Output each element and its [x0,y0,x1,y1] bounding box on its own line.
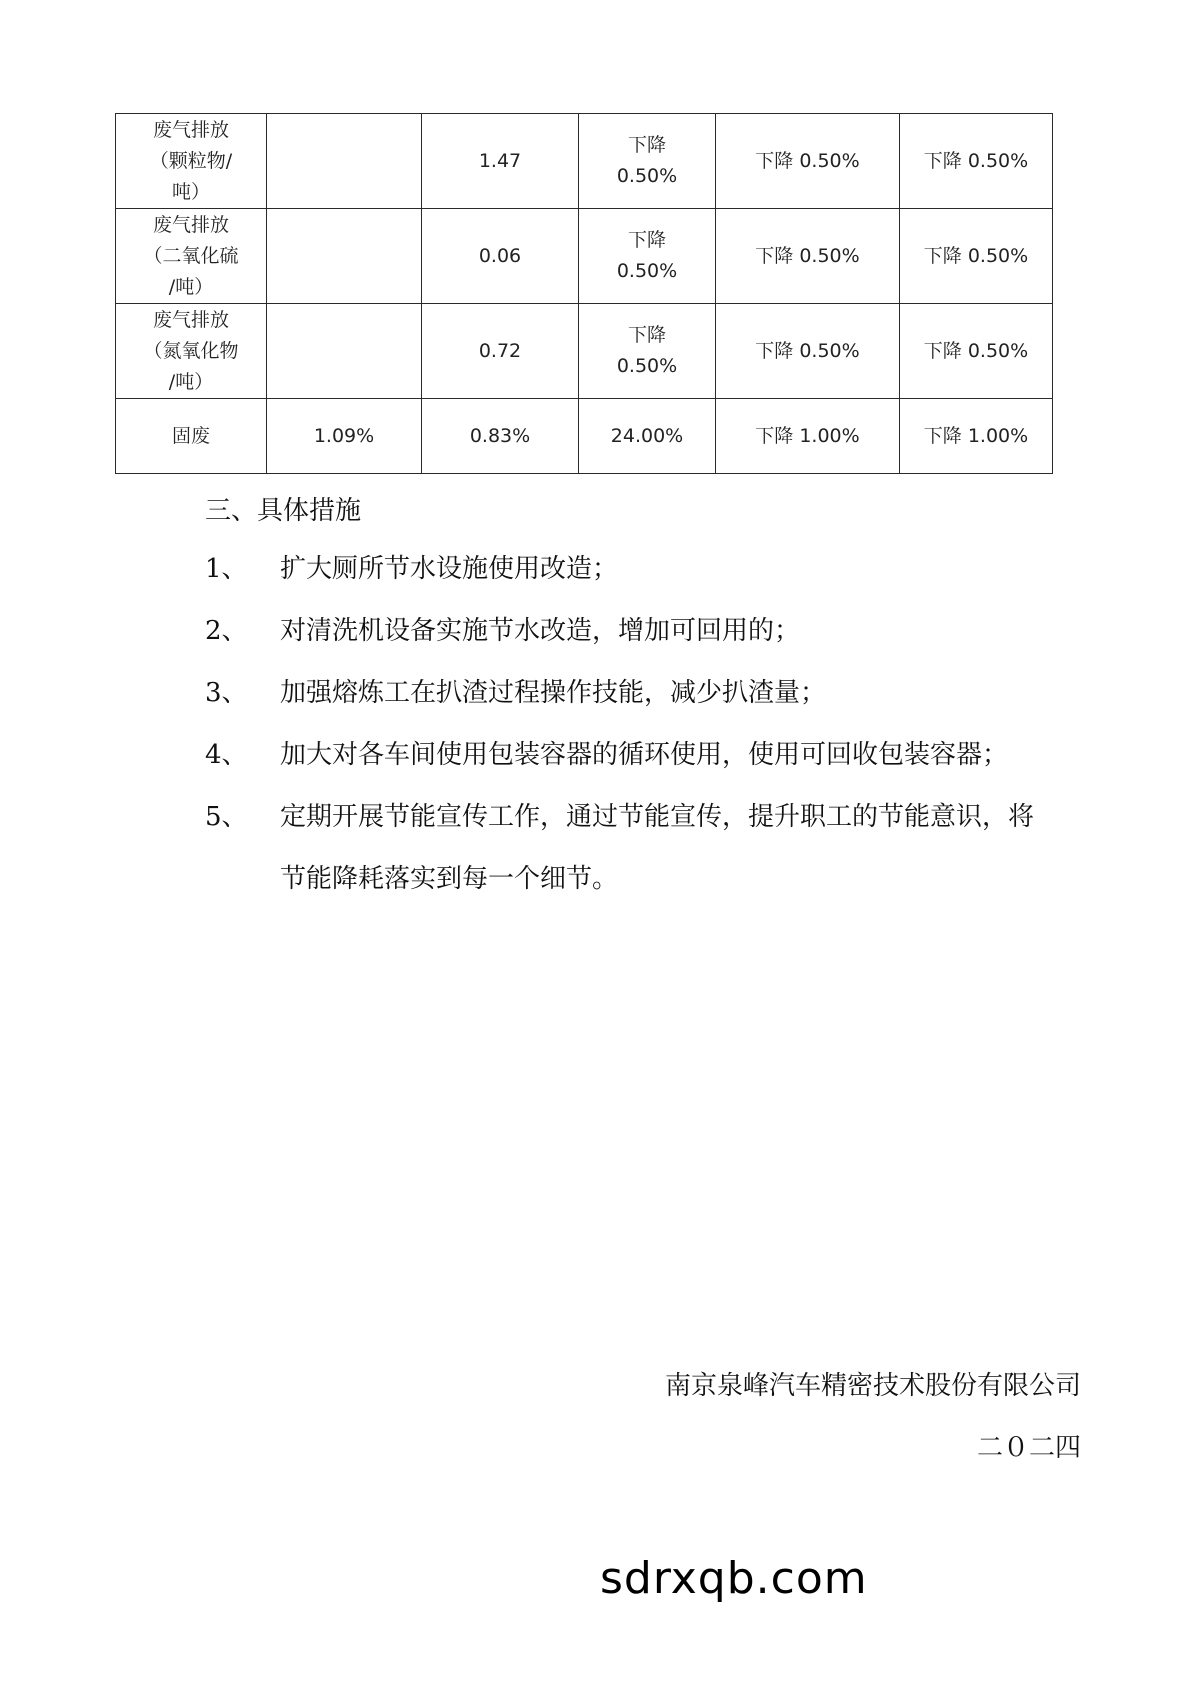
table-cell: 下降 0.50% [716,209,900,304]
table-cell: 下降 1.00% [716,399,900,474]
item-cell: 废气排放 （二氧化硫 /吨） [116,209,267,304]
table-cell: 下降 0.50% [900,114,1053,209]
measure-text: 加强熔炼工在扒渣过程操作技能，减少扒渣量； [280,678,827,708]
measure-text: 定期开展节能宣传工作，通过节能宣传，提升职工的节能意识，将 [280,802,1035,832]
table-cell: 下降 0.50% [716,304,900,399]
table-row [116,209,1053,304]
measure-item [205,538,1085,600]
measure-text: 对清洗机设备实施节水改造，增加可回用的； [280,616,801,646]
table-cell: 下降 0.50% [579,304,716,399]
table-row [116,399,1053,474]
measure-text: 加大对各车间使用包装容器的循环使用，使用可回收包装容器； [280,740,1009,770]
company-name: 南京泉峰汽车精密技术股份有限公司 [664,1371,1081,1401]
table-cell: 下降 0.50% [900,304,1053,399]
table-cell: 0.06 [422,209,579,304]
table-row [116,114,1053,209]
item-cell: 废气排放 （颗粒物/ 吨） [116,114,267,209]
measure-text-continued: 节能降耗落实到每一个细节。 [280,864,619,894]
measure-text: 扩大厕所节水设施使用改造； [280,554,619,584]
measure-number: 5、 [205,802,248,832]
table-cell [267,304,422,399]
measure-number: 2、 [205,616,248,646]
measure-number: 1、 [205,554,248,584]
measure-item [205,786,1085,910]
table-cell: 1.09% [267,399,422,474]
table-cell: 0.72 [422,304,579,399]
table-cell: 下降 0.50% [716,114,900,209]
table-cell [267,209,422,304]
table-cell: 下降 1.00% [900,399,1053,474]
table-cell: 0.83% [422,399,579,474]
measure-item [205,662,1085,724]
table-cell: 24.00% [579,399,716,474]
table-cell: 1.47 [422,114,579,209]
table-cell: 下降 0.50% [900,209,1053,304]
item-cell: 废气排放 （氮氧化物 /吨） [116,304,267,399]
site-watermark: sdrxqb.com [600,1553,868,1604]
emissions-table [115,113,1053,474]
table-cell [267,114,422,209]
measure-item [205,600,1085,662]
measure-number: 4、 [205,740,248,770]
table-cell: 下降 0.50% [579,209,716,304]
measure-item [205,724,1085,786]
document-date: 二０二四 [976,1433,1081,1463]
table-cell: 下降 0.50% [579,114,716,209]
measure-number: 3、 [205,678,248,708]
table-row [116,304,1053,399]
item-cell: 固废 [116,399,267,474]
section-heading: 三、具体措施 [205,496,362,526]
